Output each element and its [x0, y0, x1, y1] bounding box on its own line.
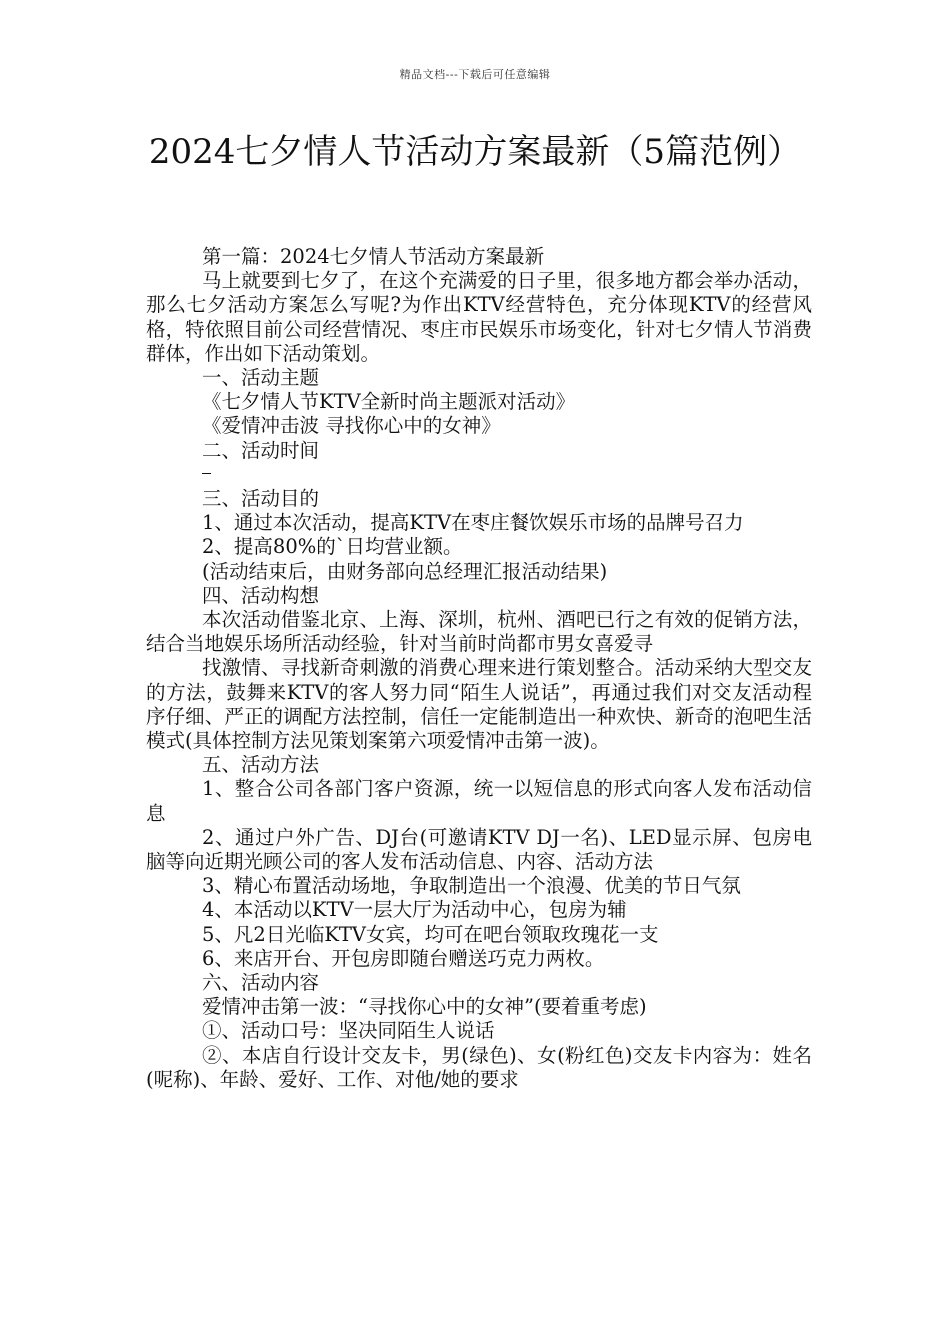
- paragraph: ②、本店自行设计交友卡，男(绿色)、女(粉红色)交友卡内容为：姓名(呢称)、年龄、爱好、工作、对他/她的要求: [146, 1043, 812, 1091]
- paragraph: (活动结束后，由财务部向总经理汇报活动结果): [202, 559, 608, 583]
- section-heading: 一、活动主题: [202, 366, 320, 390]
- paragraph: 马上就要到七夕了，在这个充满爱的日子里，很多地方都会举办活动，那么七夕活动方案怎么写呢?为作出KTV经营特色，充分体现KTV的经营风格，特依照目前公司经营情况、枣庄市民娱乐市场变化，针对七夕情人节消费群体，作出如下活动策划。: [146, 269, 812, 365]
- blank-line: [202, 463, 812, 487]
- paragraph: 找激情、寻找新奇刺激的消费心理来进行策划整合。活动采纳大型交友的方法，鼓舞来KTV的客人努力同“陌生人说话”，再通过我们对交友活动程序仔细、严正的调配方法控制，信任一定能制造出一种欢快、新奇的泡吧生活模式(具体控制方法见策划案第六项爱情冲击第一波)。: [146, 656, 812, 753]
- paragraph: 2、通过户外广告、DJ台(可邀请KTV DJ一名)、LED显示屏、包房电脑等向近期光顾公司的客人发布活动信息、内容、活动方法: [146, 825, 812, 874]
- underscore-mark: [202, 473, 211, 474]
- page-header-note: 精品文档---下载后可任意编辑: [399, 68, 551, 81]
- section-heading: 第一篇：2024七夕情人节活动方案最新: [202, 245, 545, 268]
- section-heading: 二、活动时间: [202, 438, 320, 462]
- section-heading: 三、活动目的: [202, 487, 320, 511]
- paragraph: 5、凡2日光临KTV女宾，均可在吧台领取玫瑰花一支: [202, 922, 659, 946]
- paragraph: 《七夕情人节KTV全新时尚主题派对活动》: [202, 390, 576, 414]
- paragraph: 3、精心布置活动场地，争取制造出一个浪漫、优美的节日气氛: [202, 874, 741, 898]
- paragraph: 1、整合公司各部门客户资源，统一以短信息的形式向客人发布活动信息: [146, 777, 812, 825]
- section-heading: 六、活动内容: [202, 971, 320, 995]
- paragraph: 爱情冲击第一波：“寻找你心中的女神”(要着重考虑): [202, 995, 647, 1019]
- paragraph: 1、通过本次活动，提高KTV在枣庄餐饮娱乐市场的品牌号召力: [202, 511, 744, 535]
- document-body: [146, 245, 812, 1092]
- paragraph: 2、提高80%的`日均营业额。: [202, 535, 463, 559]
- section-heading: 四、活动构想: [202, 583, 320, 607]
- paragraph: ①、活动口号：坚决同陌生人说话: [202, 1019, 495, 1043]
- document-title: 2024七夕情人节活动方案最新（5篇范例）: [148, 132, 802, 172]
- paragraph: 4、本活动以KTV一层大厅为活动中心，包房为辅: [202, 898, 627, 922]
- paragraph: 《爱情冲击波 寻找你心中的女神》: [202, 414, 501, 438]
- paragraph: 6、来店开台、开包房即随台赠送巧克力两枚。: [202, 946, 605, 970]
- section-heading: 五、活动方法: [202, 753, 320, 777]
- paragraph: 本次活动借鉴北京、上海、深圳，杭州、酒吧已行之有效的促销方法，结合当地娱乐场所活动经验，针对当前时尚都市男女喜爱寻: [146, 608, 812, 656]
